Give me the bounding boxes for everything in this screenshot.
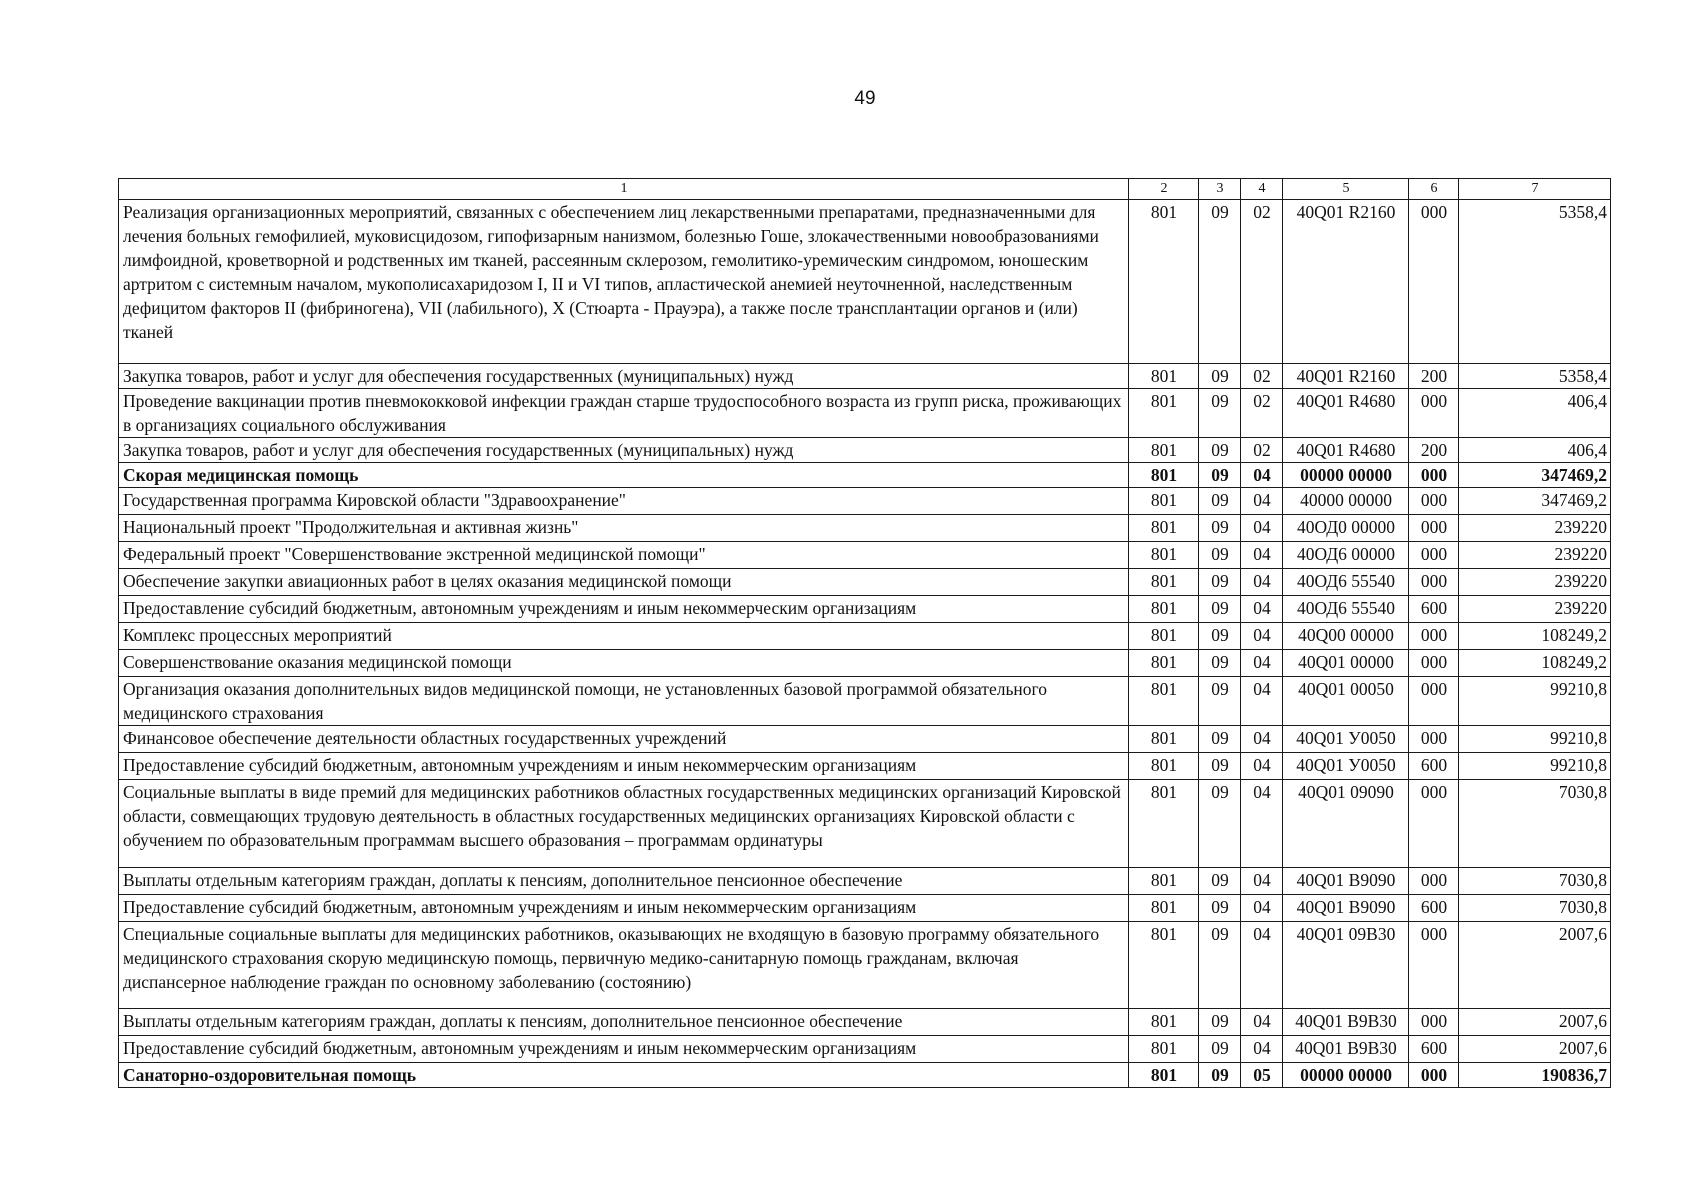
- amount: 99210,8: [1459, 753, 1611, 780]
- ministry-code: 801: [1129, 623, 1199, 650]
- expense-type-code: 600: [1409, 596, 1459, 623]
- target-article-code: 40Q01 R4680: [1283, 438, 1409, 463]
- expense-type-code: 000: [1409, 569, 1459, 596]
- expense-type-code: 200: [1409, 438, 1459, 463]
- section-code: 09: [1199, 438, 1241, 463]
- target-article-code: 40Q01 R4680: [1283, 389, 1409, 438]
- table-row: [119, 200, 1611, 364]
- expense-type-code: 000: [1409, 200, 1459, 364]
- row-name: Проведение вакцинации против пневмококковой инфекции граждан старше трудоспособного возраста из групп риска, проживающих в организациях социального обслуживания: [119, 389, 1129, 438]
- table-row: [119, 868, 1611, 895]
- section-code: 09: [1199, 726, 1241, 753]
- target-article-code: 40Q00 00000: [1283, 623, 1409, 650]
- section-code: 09: [1199, 364, 1241, 389]
- table-row: [119, 677, 1611, 726]
- expense-type-code: 000: [1409, 868, 1459, 895]
- expense-type-code: 600: [1409, 895, 1459, 922]
- target-article-code: 40Q01 B9090: [1283, 895, 1409, 922]
- subsection-code: 02: [1241, 389, 1283, 438]
- ministry-code: 801: [1129, 868, 1199, 895]
- target-article-code: 40Q01 B9B30: [1283, 1036, 1409, 1063]
- table-row: [119, 1009, 1611, 1036]
- expense-type-code: 000: [1409, 488, 1459, 515]
- amount: 347469,2: [1459, 488, 1611, 515]
- subsection-code: 04: [1241, 726, 1283, 753]
- row-name: Финансовое обеспечение деятельности областных государственных учреждений: [119, 726, 1129, 753]
- amount: 7030,8: [1459, 895, 1611, 922]
- ministry-code: 801: [1129, 726, 1199, 753]
- row-name: Предоставление субсидий бюджетным, автономным учреждениям и иным некоммерческим организациям: [119, 753, 1129, 780]
- row-name: Обеспечение закупки авиационных работ в целях оказания медицинской помощи: [119, 569, 1129, 596]
- table-row: [119, 650, 1611, 677]
- table-row: [119, 753, 1611, 780]
- target-article-code: 40Q01 09090: [1283, 780, 1409, 868]
- ministry-code: 801: [1129, 780, 1199, 868]
- ministry-code: 801: [1129, 596, 1199, 623]
- ministry-code: 801: [1129, 895, 1199, 922]
- subsection-code: 04: [1241, 895, 1283, 922]
- ministry-code: 801: [1129, 753, 1199, 780]
- expense-type-code: 200: [1409, 364, 1459, 389]
- ministry-code: 801: [1129, 389, 1199, 438]
- section-code: 09: [1199, 515, 1241, 542]
- column-header: 5: [1283, 179, 1409, 200]
- row-name: Предоставление субсидий бюджетным, автономным учреждениям и иным некоммерческим организациям: [119, 596, 1129, 623]
- amount: 2007,6: [1459, 1036, 1611, 1063]
- amount: 239220: [1459, 542, 1611, 569]
- ministry-code: 801: [1129, 569, 1199, 596]
- subsection-code: 04: [1241, 650, 1283, 677]
- row-name: Предоставление субсидий бюджетным, автономным учреждениям и иным некоммерческим организациям: [119, 895, 1129, 922]
- table-row: [119, 569, 1611, 596]
- subsection-code: 04: [1241, 515, 1283, 542]
- amount: 108249,2: [1459, 623, 1611, 650]
- subsection-code: 02: [1241, 438, 1283, 463]
- budget-table: [118, 178, 1611, 1088]
- ministry-code: 801: [1129, 515, 1199, 542]
- amount: 2007,6: [1459, 922, 1611, 1009]
- column-header: 7: [1459, 179, 1611, 200]
- target-article-code: 40Q01 У0050: [1283, 753, 1409, 780]
- column-header: 1: [119, 179, 1129, 200]
- section-code: 09: [1199, 569, 1241, 596]
- ministry-code: 801: [1129, 364, 1199, 389]
- table-row: [119, 922, 1611, 1009]
- subsection-code: 02: [1241, 200, 1283, 364]
- ministry-code: 801: [1129, 1036, 1199, 1063]
- table-row: [119, 438, 1611, 463]
- table-row: [119, 515, 1611, 542]
- subsection-code: 04: [1241, 1009, 1283, 1036]
- subsection-code: 04: [1241, 1036, 1283, 1063]
- table-row: [119, 1036, 1611, 1063]
- row-name: Совершенствование оказания медицинской помощи: [119, 650, 1129, 677]
- expense-type-code: 000: [1409, 922, 1459, 1009]
- expense-type-code: 000: [1409, 463, 1459, 488]
- subsection-code: 04: [1241, 677, 1283, 726]
- section-code: 09: [1199, 650, 1241, 677]
- subsection-code: 04: [1241, 596, 1283, 623]
- target-article-code: 40Q01 У0050: [1283, 726, 1409, 753]
- target-article-code: 40Q01 00050: [1283, 677, 1409, 726]
- table-body: [119, 200, 1611, 1088]
- row-name: Социальные выплаты в виде премий для медицинских работников областных государственных медицинских организаций Кировской области, совмещающих трудовую деятельность в областных государственных медицинских организациях Кировской области с обучением по образовательным программам высшего образования – программам ординатуры: [119, 780, 1129, 868]
- row-name: Государственная программа Кировской области "Здравоохранение": [119, 488, 1129, 515]
- section-code: 09: [1199, 868, 1241, 895]
- target-article-code: 40Q01 00000: [1283, 650, 1409, 677]
- amount: 7030,8: [1459, 868, 1611, 895]
- row-name: Закупка товаров, работ и услуг для обеспечения государственных (муниципальных) нужд: [119, 364, 1129, 389]
- amount: 190836,7: [1459, 1063, 1611, 1088]
- target-article-code: 40ОД6 55540: [1283, 569, 1409, 596]
- target-article-code: 00000 00000: [1283, 1063, 1409, 1088]
- row-name: Федеральный проект "Совершенствование экстренной медицинской помощи": [119, 542, 1129, 569]
- section-code: 09: [1199, 780, 1241, 868]
- subsection-code: 04: [1241, 463, 1283, 488]
- row-name: Организация оказания дополнительных видов медицинской помощи, не установленных базовой программой обязательного медицинского страхования: [119, 677, 1129, 726]
- section-code: 09: [1199, 463, 1241, 488]
- target-article-code: 40ОД0 00000: [1283, 515, 1409, 542]
- target-article-code: 40Q01 09B30: [1283, 922, 1409, 1009]
- section-code: 09: [1199, 542, 1241, 569]
- section-code: 09: [1199, 895, 1241, 922]
- target-article-code: 40Q01 R2160: [1283, 364, 1409, 389]
- subsection-code: 05: [1241, 1063, 1283, 1088]
- subsection-code: 04: [1241, 569, 1283, 596]
- row-name: Закупка товаров, работ и услуг для обеспечения государственных (муниципальных) нужд: [119, 438, 1129, 463]
- section-code: 09: [1199, 753, 1241, 780]
- amount: 5358,4: [1459, 200, 1611, 364]
- row-name: Реализация организационных мероприятий, связанных с обеспечением лиц лекарственными препаратами, предназначенными для лечения больных гемофилией, муковисцидозом, гипофизарным нанизмом, болезнью Гоше, злокачественными новообразованиями лимфоидной, кроветворной и родственных им тканей, рассеянным склерозом, гемолитико-уремическим синдромом, юношеским артритом с системным началом, мукополисахаридозом I, II и VI типов, апластической анемией неуточненной, наследственным дефицитом факторов II (фибриногена), VII (лабильного), X (Стюарта - Прауэра), а также после трансплантации органов и (или) тканей: [119, 200, 1129, 364]
- subsection-code: 04: [1241, 753, 1283, 780]
- expense-type-code: 000: [1409, 1063, 1459, 1088]
- expense-type-code: 600: [1409, 753, 1459, 780]
- amount: 7030,8: [1459, 780, 1611, 868]
- expense-type-code: 000: [1409, 389, 1459, 438]
- ministry-code: 801: [1129, 650, 1199, 677]
- amount: 99210,8: [1459, 677, 1611, 726]
- subsection-code: 04: [1241, 542, 1283, 569]
- table-row: [119, 364, 1611, 389]
- amount: 5358,4: [1459, 364, 1611, 389]
- table-row: [119, 726, 1611, 753]
- amount: 239220: [1459, 596, 1611, 623]
- table-row: [119, 596, 1611, 623]
- row-name: Национальный проект "Продолжительная и активная жизнь": [119, 515, 1129, 542]
- amount: 239220: [1459, 515, 1611, 542]
- amount: 99210,8: [1459, 726, 1611, 753]
- table-row: [119, 1063, 1611, 1088]
- amount: 2007,6: [1459, 1009, 1611, 1036]
- target-article-code: 00000 00000: [1283, 463, 1409, 488]
- amount: 239220: [1459, 569, 1611, 596]
- expense-type-code: 000: [1409, 623, 1459, 650]
- amount: 406,4: [1459, 438, 1611, 463]
- row-name: Санаторно-оздоровительная помощь: [119, 1063, 1129, 1088]
- table-row: [119, 780, 1611, 868]
- subsection-code: 04: [1241, 922, 1283, 1009]
- expense-type-code: 000: [1409, 650, 1459, 677]
- ministry-code: 801: [1129, 542, 1199, 569]
- subsection-code: 04: [1241, 488, 1283, 515]
- target-article-code: 40Q01 B9090: [1283, 868, 1409, 895]
- expense-type-code: 000: [1409, 1009, 1459, 1036]
- target-article-code: 40Q01 R2160: [1283, 200, 1409, 364]
- ministry-code: 801: [1129, 488, 1199, 515]
- row-name: Специальные социальные выплаты для медицинских работников, оказывающих не входящую в базовую программу обязательного медицинского страхования скорую медицинскую помощь, первичную медико-санитарную помощь гражданам, включая диспансерное наблюдение граждан по основному заболеванию (состоянию): [119, 922, 1129, 1009]
- amount: 406,4: [1459, 389, 1611, 438]
- section-code: 09: [1199, 488, 1241, 515]
- subsection-code: 04: [1241, 780, 1283, 868]
- subsection-code: 04: [1241, 623, 1283, 650]
- ministry-code: 801: [1129, 1009, 1199, 1036]
- section-code: 09: [1199, 1063, 1241, 1088]
- table-row: [119, 488, 1611, 515]
- ministry-code: 801: [1129, 1063, 1199, 1088]
- section-code: 09: [1199, 677, 1241, 726]
- table-row: [119, 895, 1611, 922]
- column-number-row: [119, 179, 1611, 200]
- section-code: 09: [1199, 1036, 1241, 1063]
- column-header: 4: [1241, 179, 1283, 200]
- target-article-code: 40Q01 B9B30: [1283, 1009, 1409, 1036]
- table-row: [119, 389, 1611, 438]
- ministry-code: 801: [1129, 200, 1199, 364]
- expense-type-code: 600: [1409, 1036, 1459, 1063]
- row-name: Выплаты отдельным категориям граждан, доплаты к пенсиям, дополнительное пенсионное обеспечение: [119, 1009, 1129, 1036]
- section-code: 09: [1199, 922, 1241, 1009]
- row-name: Предоставление субсидий бюджетным, автономным учреждениям и иным некоммерческим организациям: [119, 1036, 1129, 1063]
- section-code: 09: [1199, 623, 1241, 650]
- table-row: [119, 623, 1611, 650]
- ministry-code: 801: [1129, 463, 1199, 488]
- expense-type-code: 000: [1409, 515, 1459, 542]
- row-name: Выплаты отдельным категориям граждан, доплаты к пенсиям, дополнительное пенсионное обеспечение: [119, 868, 1129, 895]
- table-row: [119, 542, 1611, 569]
- column-header: 3: [1199, 179, 1241, 200]
- target-article-code: 40000 00000: [1283, 488, 1409, 515]
- section-code: 09: [1199, 1009, 1241, 1036]
- target-article-code: 40ОД6 00000: [1283, 542, 1409, 569]
- section-code: 09: [1199, 596, 1241, 623]
- column-header: 6: [1409, 179, 1459, 200]
- target-article-code: 40ОД6 55540: [1283, 596, 1409, 623]
- page-number: 49: [854, 88, 876, 109]
- ministry-code: 801: [1129, 677, 1199, 726]
- expense-type-code: 000: [1409, 677, 1459, 726]
- subsection-code: 02: [1241, 364, 1283, 389]
- expense-type-code: 000: [1409, 780, 1459, 868]
- ministry-code: 801: [1129, 922, 1199, 1009]
- column-header: 2: [1129, 179, 1199, 200]
- ministry-code: 801: [1129, 438, 1199, 463]
- section-code: 09: [1199, 389, 1241, 438]
- row-name: Скорая медицинская помощь: [119, 463, 1129, 488]
- row-name: Комплекс процессных мероприятий: [119, 623, 1129, 650]
- expense-type-code: 000: [1409, 726, 1459, 753]
- table-row: [119, 463, 1611, 488]
- subsection-code: 04: [1241, 868, 1283, 895]
- amount: 347469,2: [1459, 463, 1611, 488]
- expense-type-code: 000: [1409, 542, 1459, 569]
- amount: 108249,2: [1459, 650, 1611, 677]
- section-code: 09: [1199, 200, 1241, 364]
